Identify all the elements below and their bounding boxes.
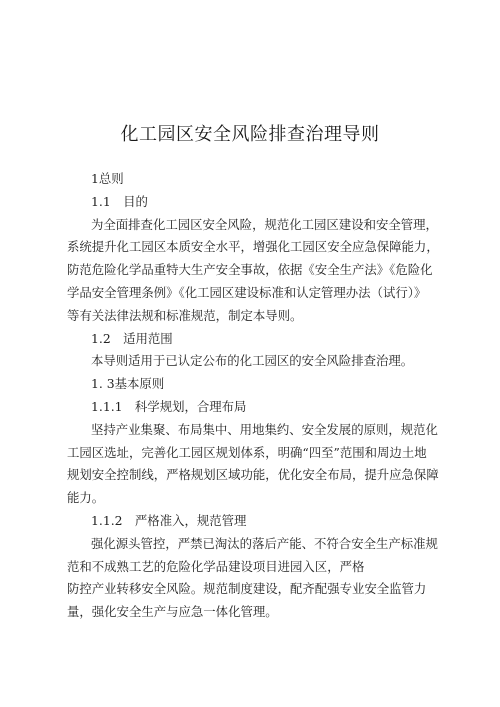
body-line: 防控产业转移安全风险。规范制度建设，配齐配强专业安全监管力 xyxy=(67,581,427,597)
document-title: 化工园区安全风险排查治理导则 xyxy=(120,124,380,145)
body-line: 范和不成熟工艺的危险化学品建设项目进园入区，严格 xyxy=(67,558,365,574)
body-line: 系统提升化工园区本质安全水平，增强化工园区安全应急保障能力， xyxy=(67,239,439,255)
body-line: 1.2 适用范围 xyxy=(91,330,173,346)
body-line: 等有关法律法规和标准规范，制定本导则。 xyxy=(67,307,303,323)
body-line: 学品安全管理条例》《化工园区建设标准和认定管理办法（试行）》 xyxy=(67,284,427,300)
body-line: 1总则 xyxy=(91,171,124,186)
body-line: 量，强化安全生产与应急一体化管理。 xyxy=(67,604,278,620)
body-line: 工园区选址，完善化工园区规划体系，明确“四至”范围和周边土地 xyxy=(67,444,427,460)
body-line: 规划安全控制线，严格规划区域功能，优化安全布局，提升应急保障 xyxy=(67,467,439,483)
body-line: 本导则适用于已认定公布的化工园区的安全风险排查治理。 xyxy=(91,353,414,369)
body-line: 强化源头管控，严禁已淘汰的落后产能、不符合安全生产标准规 xyxy=(91,535,438,551)
body-line: 为全面排查化工园区安全风险，规范化工园区建设和安全管理， xyxy=(91,216,438,232)
body-line: 1.1.2 严格准入，规范管理 xyxy=(91,512,247,528)
body-line: 1.1.1 科学规划，合理布局 xyxy=(91,398,247,414)
body-line: 1. 3基本原则 xyxy=(91,376,165,392)
body-line: 坚持产业集聚、布局集中、用地集约、安全发展的原则，规范化 xyxy=(91,421,438,437)
document-body xyxy=(67,168,441,624)
body-line: 防范危险化学品重特大生产安全事故，依据《安全生产法》《危险化 xyxy=(67,262,433,278)
body-line: 能力。 xyxy=(67,490,105,506)
body-line: 1.1 目的 xyxy=(91,193,148,209)
